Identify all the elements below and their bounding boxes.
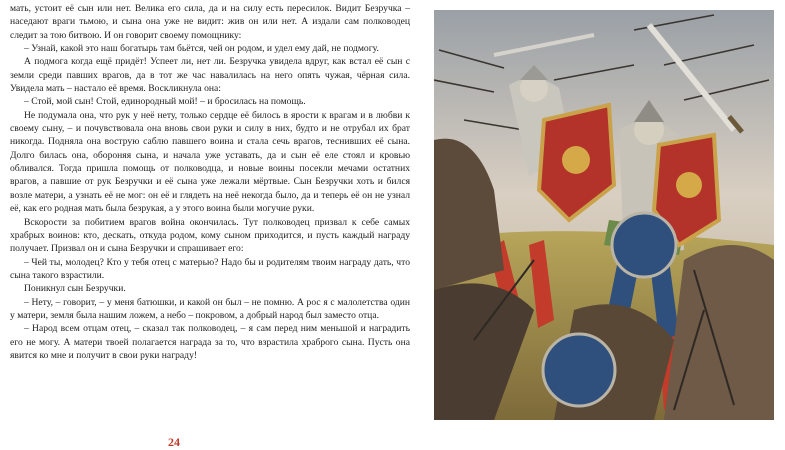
paragraph: Не подумала она, что рук у неё нету, только сердце её билось в ярости к врагам и в любви к своему сыну, – и почувствовала она вновь свои руки и силу в них, будто и не отрубал их брат никогда. Подняла она вострую саблю павшего воина и стала сечь врагов, теснивших её сына. Долго билась она, обороняя сына, и начала уже уставать, да и сын её еле стоял и кровью обливался. Тогда пришла помощь от полководца, и новые воины посекли мечами остатних врагов, а павшие от рук Безручки и её сына уже лежали мёртвые. Сын Безручки хоть и бился возле матери, а узнать её не мог: он её и глядеть на неё некогда было, да и теперь её он не узнал её, как его родная мать была безрукая, а у этого воина были могучие руки. xyxy=(10,109,410,215)
text-column xyxy=(10,2,410,362)
paragraph: мать, устоит её сын или нет. Велика его сила, да и на силу есть пересилок. Видит Безручка – наседают враги тьмою, и сына она уже не видит: жив он или нет. А издали сам полководец следит за тою битвою. И он говорит своему помощнику: xyxy=(10,3,410,41)
paragraph: Поникнул сын Безручки. xyxy=(24,283,126,295)
battle-illustration xyxy=(434,10,774,420)
paragraph: – Чей ты, молодец? Кто у тебя отец с матерью? Надо бы и родителям твоим награду дать, что сына такого взрастили. xyxy=(10,256,410,281)
paragraph: Вскорости за побитием врагов война окончилась. Тут полководец призвал к себе самых храбрых воинов: кто, дескать, откуда родом, кому сыном приходится, и пусть каждый награду получает. Призвал он и сына Безручки и спрашивает его: xyxy=(10,216,410,255)
page-number: 24 xyxy=(168,435,180,449)
paragraph: – Народ всем отцам отец, – сказал так полководец, – я сам перед ним меньшой и наградить его не могу. А матери твоей полагается награда за то, что взрастила храброго сына. Пусть она явится ко мне и получит в свои руки награду! xyxy=(10,323,410,361)
paragraph: А подмога когда ещё придёт! Успеет ли, нет ли. Безручка увидела вдруг, как встал её сын с земли среди павших врагов, да в тот же час навалилась на него опять чужая, чёрная сила. Увидела мать – настало её время. Воскликнула она: xyxy=(10,56,410,95)
battle-scene-image xyxy=(434,10,774,420)
paragraph: – Узнай, какой это наш богатырь там бьётся, чей он родом, и удел ему дай, не подмогу. xyxy=(24,43,379,55)
paragraph: – Нету, – говорит, – у меня батюшки, и какой он был – не помню. А рос я с малолетства один у матери, земля была нашим ложем, а небо – покровом, а добрый народ был заместо отца. xyxy=(10,296,410,321)
paragraph: – Стой, мой сын! Стой, единородный мой! – и бросилась на помощь. xyxy=(24,96,306,108)
